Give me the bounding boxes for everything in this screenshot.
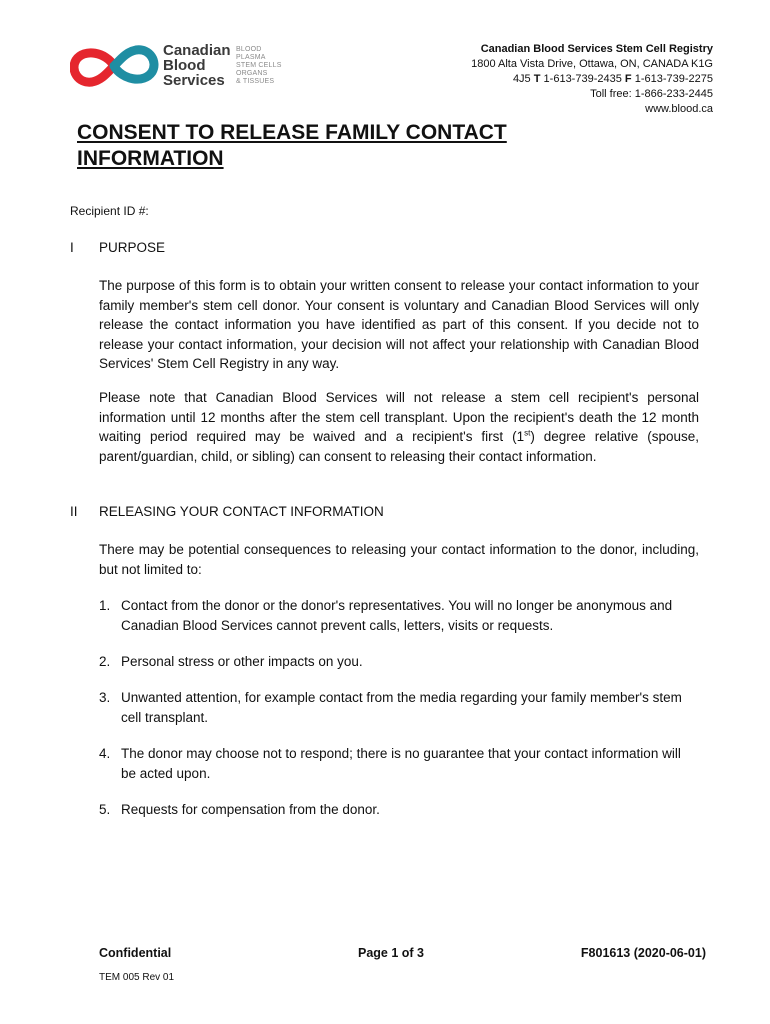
- address-block: [471, 42, 713, 117]
- title-line: CONSENT TO RELEASE FAMILY CONTACT: [77, 121, 507, 144]
- note-text: ) degree relative (spouse, parent/guardian, child, or sibling) can consent to releasing their contact information.: [99, 429, 699, 464]
- logo-name-line: Blood: [163, 57, 206, 74]
- list-item: [99, 800, 699, 820]
- phone-line: [471, 72, 713, 87]
- address-line: 1800 Alta Vista Drive, Ottawa, ON, CANADA K1G: [471, 58, 713, 70]
- section-numeral: II: [70, 504, 78, 519]
- title-line: INFORMATION: [77, 147, 224, 170]
- logo-name-line: Canadian: [163, 42, 231, 59]
- list-number: 3.: [99, 690, 111, 705]
- logo-tagline: [236, 46, 282, 86]
- postal-suffix: 4J5: [512, 73, 531, 85]
- list-text: Personal stress or other impacts on you.: [121, 654, 363, 669]
- list-item: [99, 688, 699, 728]
- note-text: Please note that Canadian Blood Services will not release a stem cell recipient's personal information until 12 months after the stem cell transplant. Upon the recipient's death the 12 month waiting period required may be waived and a recipient's first (1: [99, 390, 699, 444]
- logo-tag-line: BLOOD: [236, 46, 262, 53]
- list-text: Unwanted attention, for example contact from the media regarding your family member's stem cell transplant.: [121, 690, 682, 725]
- recipient-id-label: Recipient ID #:: [70, 204, 149, 218]
- list-text: The donor may choose not to respond; there is no guarantee that your contact information will be acted upon.: [121, 746, 681, 781]
- logo-tag-line: STEM CELLS: [236, 62, 282, 69]
- phone-number: 1-613-739-2435: [543, 73, 622, 85]
- list-text: Requests for compensation from the donor.: [121, 802, 380, 817]
- logo-tag-line: & TISSUES: [236, 78, 275, 85]
- logo: [70, 42, 290, 90]
- list-number: 5.: [99, 802, 111, 817]
- purpose-paragraph: The purpose of this form is to obtain your written consent to release your contact information to your family member's stem cell donor. Your consent is voluntary and Canadian Blood Services will only release the contact information you have identified as part of this consent. If you decide not to release your contact information, your decision will not affect your relationship with Canadian Blood Services' Stem Cell Registry in any way.: [99, 278, 699, 371]
- list-number: 2.: [99, 654, 111, 669]
- note-paragraph: [99, 388, 699, 466]
- blood-drop-infinity-icon: [70, 42, 160, 90]
- fax-number: 1-613-739-2275: [634, 73, 713, 85]
- logo-wordmark: [163, 43, 231, 88]
- list-item: [99, 652, 699, 672]
- list-item: [99, 744, 699, 784]
- page-title: [77, 120, 597, 172]
- phone-label: T: [533, 73, 541, 85]
- website-link[interactable]: www.blood.ca: [645, 103, 713, 115]
- section-heading: RELEASING YOUR CONTACT INFORMATION: [99, 504, 384, 519]
- note-superscript: st: [524, 428, 531, 438]
- logo-tag-line: PLASMA: [236, 54, 266, 61]
- list-text: Contact from the donor or the donor's representatives. You will no longer be anonymous and Canadian Blood Services cannot prevent calls, letters, visits or requests.: [121, 598, 673, 633]
- section-heading: PURPOSE: [99, 240, 166, 255]
- logo-tag-line: ORGANS: [236, 70, 268, 77]
- org-name: Canadian Blood Services Stem Cell Registry: [480, 43, 713, 55]
- footer-form-id: F801613 (2020-06-01): [580, 946, 706, 960]
- consequences-intro: There may be potential consequences to releasing your contact information to the donor, including, but not limited to:: [99, 542, 699, 577]
- list-number: 4.: [99, 746, 111, 761]
- footer-template-id: TEM 005 Rev 01: [99, 972, 175, 983]
- tollfree-line: Toll free: 1-866-233-2445: [590, 88, 713, 100]
- list-number: 1.: [99, 598, 111, 613]
- fax-label: F: [624, 73, 632, 85]
- section-numeral: I: [70, 240, 74, 255]
- list-item: [99, 596, 699, 636]
- logo-name-line: Services: [163, 72, 225, 89]
- footer-page-number: Page 1 of 3: [358, 946, 424, 960]
- footer-confidential: Confidential: [99, 946, 172, 960]
